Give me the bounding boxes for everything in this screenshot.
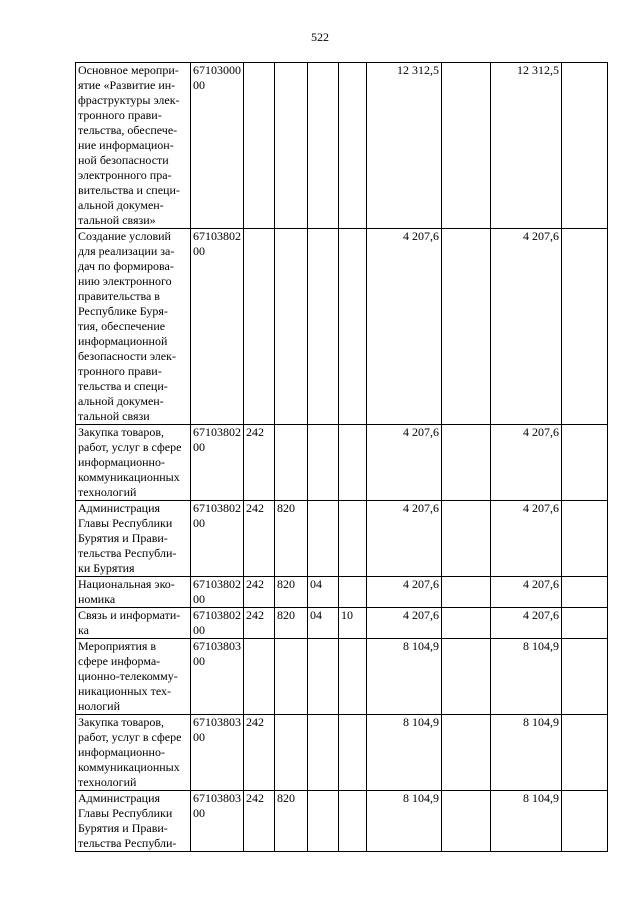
- ministry-code: [275, 715, 308, 791]
- amount-other: [562, 425, 608, 501]
- amount-total: 4 207,6: [367, 425, 442, 501]
- ministry-code: [275, 425, 308, 501]
- expense-type: 242: [244, 791, 275, 852]
- ministry-code: 820: [275, 501, 308, 577]
- amount-total: 12 312,5: [367, 63, 442, 229]
- target-code: 67103803 00: [191, 639, 244, 715]
- subsection-code: [339, 715, 367, 791]
- target-code: 67103802 00: [191, 608, 244, 639]
- amount-other: [562, 639, 608, 715]
- section-code: [308, 63, 339, 229]
- section-code: [308, 639, 339, 715]
- row-name: Связь и информати- ка: [76, 608, 191, 639]
- row-name: Национальная эко- номика: [76, 577, 191, 608]
- ministry-code: 820: [275, 791, 308, 852]
- amount-other: [562, 501, 608, 577]
- expense-type: 242: [244, 501, 275, 577]
- row-name: Администрация Главы Республики Бурятия и Прави- тельства Республи-: [76, 791, 191, 852]
- row-name: Мероприятия в сфере информа- ционно-телекомму- никационных тех- нологий: [76, 639, 191, 715]
- row-name: Закупка товаров, работ, услуг в сфере информационно- коммуникационных технологий: [76, 425, 191, 501]
- amount-other: [562, 791, 608, 852]
- ministry-code: [275, 63, 308, 229]
- budget-table: [75, 62, 608, 852]
- amount-regional: 8 104,9: [491, 791, 562, 852]
- ministry-code: 820: [275, 577, 308, 608]
- target-code: 67103000 00: [191, 63, 244, 229]
- row-name: Создание условий для реализации за- дач по формирова- нию электронного правительства в Республике Буря- тия, обеспечение информационной безопасности элек- тронного прави- тельства и специ- альной докумен- тальной связи: [76, 229, 191, 425]
- ministry-code: 820: [275, 608, 308, 639]
- amount-regional: 8 104,9: [491, 715, 562, 791]
- expense-type: 242: [244, 425, 275, 501]
- amount-total: 4 207,6: [367, 501, 442, 577]
- amount-regional: 4 207,6: [491, 229, 562, 425]
- target-code: 67103802 00: [191, 229, 244, 425]
- amount-extra: [442, 425, 491, 501]
- subsection-code: 10: [339, 608, 367, 639]
- subsection-code: [339, 639, 367, 715]
- table-row: [76, 577, 608, 608]
- target-code: 67103802 00: [191, 501, 244, 577]
- amount-total: 8 104,9: [367, 639, 442, 715]
- expense-type: 242: [244, 577, 275, 608]
- subsection-code: [339, 63, 367, 229]
- amount-extra: [442, 715, 491, 791]
- subsection-code: [339, 501, 367, 577]
- amount-extra: [442, 608, 491, 639]
- amount-extra: [442, 501, 491, 577]
- amount-regional: 4 207,6: [491, 425, 562, 501]
- section-code: [308, 425, 339, 501]
- amount-other: [562, 608, 608, 639]
- amount-total: 4 207,6: [367, 577, 442, 608]
- amount-total: 4 207,6: [367, 608, 442, 639]
- amount-regional: 12 312,5: [491, 63, 562, 229]
- table-row: [76, 791, 608, 852]
- amount-total: 8 104,9: [367, 791, 442, 852]
- row-name: Закупка товаров, работ, услуг в сфере информационно- коммуникационных технологий: [76, 715, 191, 791]
- amount-regional: 4 207,6: [491, 608, 562, 639]
- table-row: [76, 639, 608, 715]
- subsection-code: [339, 577, 367, 608]
- section-code: 04: [308, 577, 339, 608]
- amount-other: [562, 715, 608, 791]
- section-code: [308, 791, 339, 852]
- row-name: Администрация Главы Республики Бурятия и Прави- тельства Республи- ки Бурятия: [76, 501, 191, 577]
- ministry-code: [275, 229, 308, 425]
- row-name: Основное меропри- ятие «Развитие ин- фраструктуры элек- тронного прави- тельства, обеспече- ние информацион- ной безопасности электронного пра- вительства и специ- альной докумен- тальной связи»: [76, 63, 191, 229]
- expense-type: 242: [244, 715, 275, 791]
- amount-regional: 4 207,6: [491, 501, 562, 577]
- subsection-code: [339, 791, 367, 852]
- amount-extra: [442, 229, 491, 425]
- section-code: [308, 501, 339, 577]
- amount-extra: [442, 639, 491, 715]
- amount-total: 4 207,6: [367, 229, 442, 425]
- amount-regional: 4 207,6: [491, 577, 562, 608]
- table-row: [76, 229, 608, 425]
- expense-type: [244, 229, 275, 425]
- target-code: 67103803 00: [191, 791, 244, 852]
- expense-type: [244, 639, 275, 715]
- target-code: 67103802 00: [191, 425, 244, 501]
- amount-extra: [442, 791, 491, 852]
- target-code: 67103802 00: [191, 577, 244, 608]
- expense-type: [244, 63, 275, 229]
- table-row: [76, 715, 608, 791]
- expense-type: 242: [244, 608, 275, 639]
- page-number: 522: [311, 30, 329, 44]
- table-row: [76, 63, 608, 229]
- subsection-code: [339, 229, 367, 425]
- amount-total: 8 104,9: [367, 715, 442, 791]
- target-code: 67103803 00: [191, 715, 244, 791]
- table-row: [76, 608, 608, 639]
- amount-extra: [442, 577, 491, 608]
- amount-extra: [442, 63, 491, 229]
- subsection-code: [339, 425, 367, 501]
- table-row: [76, 501, 608, 577]
- amount-other: [562, 229, 608, 425]
- amount-regional: 8 104,9: [491, 639, 562, 715]
- section-code: [308, 715, 339, 791]
- amount-other: [562, 63, 608, 229]
- amount-other: [562, 577, 608, 608]
- section-code: [308, 229, 339, 425]
- section-code: 04: [308, 608, 339, 639]
- ministry-code: [275, 639, 308, 715]
- table-row: [76, 425, 608, 501]
